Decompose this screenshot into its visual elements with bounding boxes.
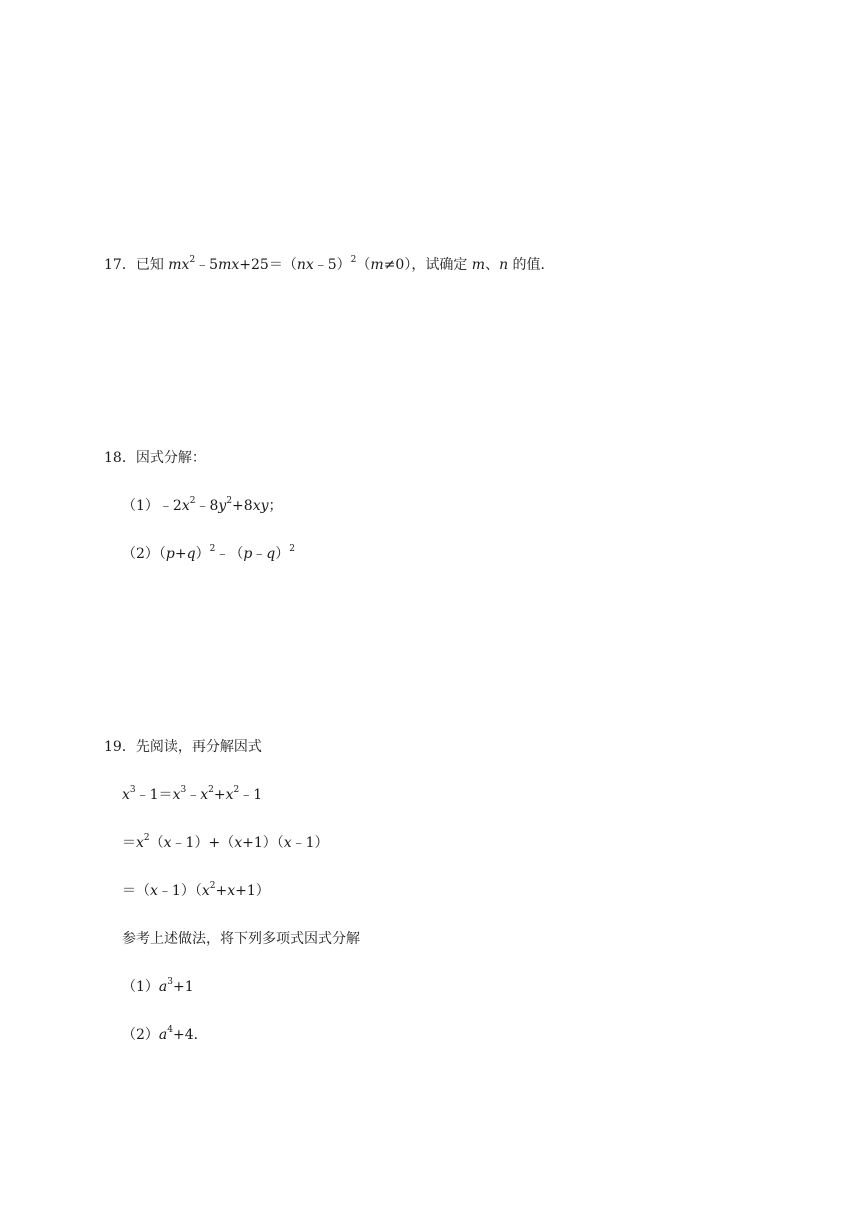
- problem-17-statement: [104, 256, 555, 274]
- problem-number: 19．: [104, 739, 136, 755]
- problem-19-heading: [104, 738, 262, 756]
- problem-19-instruction: 参考上述做法，将下列多项式因式分解: [122, 931, 360, 947]
- problem-18-text: 因式分解：: [135, 450, 206, 466]
- problem-number: 17．: [104, 257, 136, 273]
- example-step-2: $=x^2(x﹣1)+(x+1)(x﹣1)$: [122, 833, 329, 851]
- problem-number: 18．: [104, 450, 136, 466]
- problem-18-part-2: $(2)(p+q)^2﹣(p﹣q)^2$: [122, 544, 295, 562]
- problem-19-part-2: $(2)a^4+4$．: [122, 1025, 208, 1043]
- problem-19-text: 先阅读，再分解因式: [135, 739, 262, 755]
- problem-17-text: 已知 $mx^2﹣5mx+25=(nx﹣5)^2(m\ne 0)$，试确定 m、n 的值．: [135, 255, 555, 273]
- example-step-1: $x^3﹣1=x^3﹣x^2+x^2﹣1$: [122, 785, 263, 803]
- problem-18-part-1: $(1)﹣2x^2﹣8y^2+8xy$；: [122, 496, 283, 514]
- problem-18-heading: [104, 449, 206, 467]
- problem-19-part-1: $(1)a^3+1$: [122, 977, 194, 995]
- example-step-3: $=(x﹣1)(x^2+x+1)$: [122, 881, 270, 899]
